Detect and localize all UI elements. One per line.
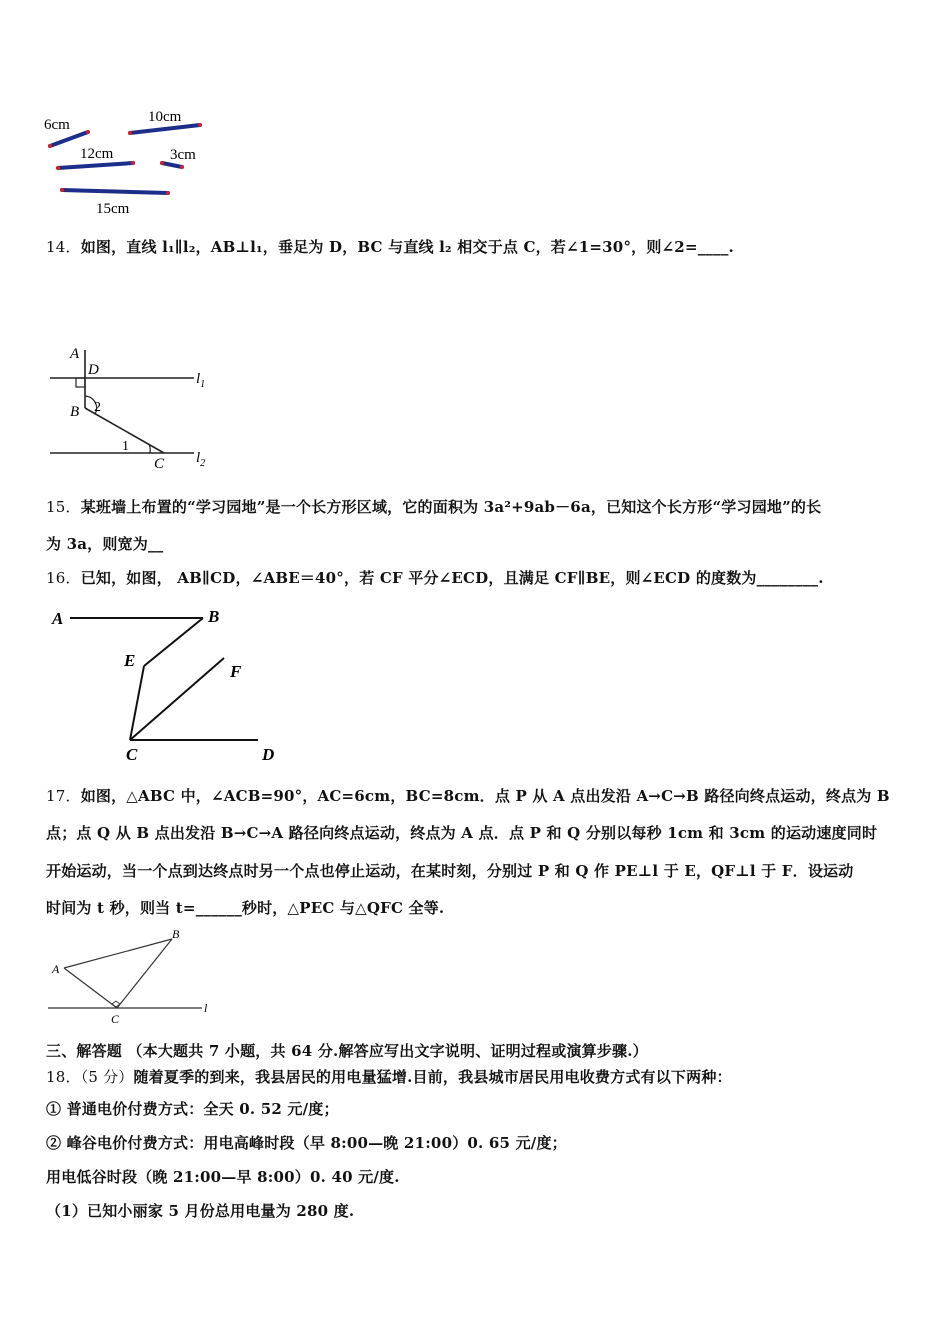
q17-line-1: [46, 785, 890, 806]
segment-bc: [117, 939, 172, 1008]
label-a: A: [52, 962, 60, 976]
q18-option-2: [46, 1132, 567, 1153]
label-angle-1: 1: [122, 439, 129, 454]
q16-text: 已知，如图， AB∥CD，∠ABE＝40°，若 CF 平分∠ECD，且满足 CF∥BE，则∠ECD 的度数为________.: [80, 569, 824, 587]
q17-line-2: [46, 822, 877, 843]
q15-text-2: 为 3a，则宽为__: [46, 535, 164, 553]
section-3-text: 三、解答题 （本大题共 7 小题，共 64 分.解答应写出文字说明、证明过程或演算步骤.）: [46, 1042, 648, 1060]
segment-be: [144, 618, 203, 666]
q17-text-1: 如图，△ABC 中，∠ACB=90°，AC=6cm，BC=8cm．点 P 从 A 点出发沿 A→C→B 路径向终点运动，终点为 B: [80, 787, 890, 805]
label-c: C: [154, 456, 165, 472]
q17-text-2: 点；点 Q 从 B 点出发沿 B→C→A 路径向终点运动，终点为 A 点．点 P 和 Q 分别以每秒 1cm 和 3cm 的运动速度同时: [46, 824, 878, 842]
q15-line-1: [46, 496, 821, 517]
q14-number: 14．: [46, 238, 81, 256]
label-b: B: [172, 927, 180, 941]
label-d: D: [262, 745, 275, 764]
label-l2: $l_2$: [196, 450, 206, 469]
label-angle-2: 2: [94, 400, 101, 415]
segment-6cm: [50, 132, 88, 146]
section-3-title: [46, 1040, 648, 1061]
q18-part-1-text: （1）已知小丽家 5 月份总用电量为 280 度.: [46, 1202, 355, 1220]
q18-option-1: [46, 1098, 339, 1119]
segment-10cm: [130, 125, 200, 133]
label-d: D: [88, 362, 99, 378]
q18-line-1: [46, 1066, 732, 1087]
figure-17: [46, 926, 226, 1030]
label-a: A: [70, 346, 80, 362]
label-f: F: [230, 662, 242, 681]
q17-text-4: 时间为 t 秒，则当 t=______秒时，△PEC 与△QFC 全等.: [46, 899, 445, 917]
label-3cm: 3cm: [170, 147, 196, 163]
label-c: C: [126, 745, 138, 764]
q14-text: 如图，直线 l₁∥l₂，AB⊥l₁，垂足为 D，BC 与直线 l₂ 相交于点 C，若∠1=30°，则∠2=____.: [80, 238, 734, 256]
q16-line: [46, 567, 824, 588]
q18-option-2b-text: 用电低谷时段（晚 21:00—早 8:00）0. 40 元/度.: [46, 1168, 400, 1186]
q17-line-3: [46, 860, 853, 881]
segment-15cm: [62, 190, 168, 193]
q17-number: 17．: [46, 787, 81, 805]
segments-figure: [40, 100, 220, 220]
figure-14: [46, 338, 226, 478]
q17-line-4: [46, 897, 444, 918]
q18-option-1-text: ① 普通电价付费方式：全天 0. 52 元/度；: [46, 1100, 339, 1118]
q18-option-2b: [46, 1166, 400, 1187]
label-12cm: 12cm: [80, 146, 114, 162]
label-b: B: [70, 404, 80, 420]
q15-line-2: [46, 533, 163, 554]
segment-3cm: [162, 163, 182, 167]
q18-part-1: [46, 1200, 354, 1221]
segment-ab: [64, 939, 172, 968]
segment-12cm: [58, 163, 133, 168]
label-a: A: [52, 609, 64, 628]
q18-intro: 随着夏季的到来，我县居民的用电量猛增.目前，我县城市居民用电收费方式有以下两种：: [133, 1068, 732, 1086]
label-10cm: 10cm: [148, 109, 182, 125]
label-c: C: [111, 1012, 120, 1026]
q17-text-3: 开始运动，当一个点到达终点时另一个点也停止运动，在某时刻，分别过 P 和 Q 作 PE⊥l 于 E，QF⊥l 于 F．设运动: [46, 862, 854, 880]
q15-text-1: 某班墙上布置的“学习园地”是一个长方形区域，它的面积为 3a²+9ab－6a，已知这个长方形“学习园地”的长: [80, 498, 822, 516]
q15-number: 15．: [46, 498, 81, 516]
label-6cm: 6cm: [44, 117, 70, 133]
angle-1-arc: [149, 444, 150, 453]
label-e: E: [124, 651, 136, 670]
q18-option-2-text: ② 峰谷电价付费方式：用电高峰时段（早 8:00—晚 21:00）0. 65 元/度；: [46, 1134, 567, 1152]
q18-number: 18．: [46, 1068, 81, 1086]
q18-score: （5 分）: [80, 1068, 134, 1086]
segment-ac: [64, 968, 117, 1008]
q16-number: 16．: [46, 569, 81, 587]
label-15cm: 15cm: [96, 201, 130, 217]
right-angle-mark: [76, 378, 85, 387]
label-l: l: [204, 1001, 208, 1015]
q14-line: [46, 236, 734, 257]
figure-16: [46, 600, 296, 770]
label-l1: $l_1$: [196, 371, 206, 390]
label-b: B: [208, 607, 220, 626]
